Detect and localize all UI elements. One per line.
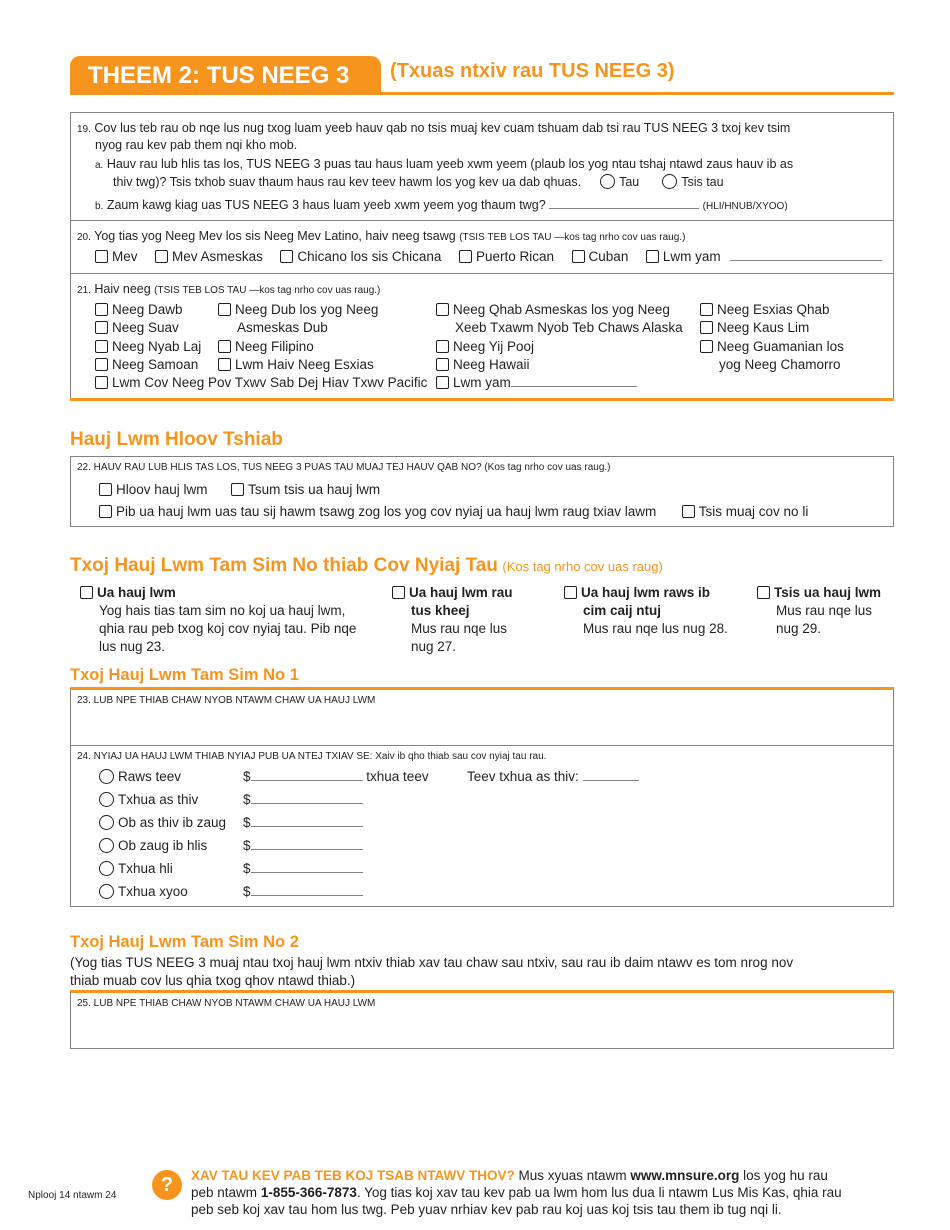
seasonal-checkbox[interactable] (564, 586, 577, 599)
q23-label: 23. LUB NPE THIAB CHAW NYOB NTAWM CHAW UA HAUJ LWM (77, 695, 376, 706)
q19a-no-radio[interactable] (662, 174, 677, 189)
current-jobs-heading: Txoj Hauj Lwm Tam Sim No thiab Cov Nyiaj Tau (70, 555, 498, 576)
freq-radio-hourly[interactable] (99, 769, 114, 784)
section-subtitle: (Txuas ntxiv rau TUS NEEG 3) (390, 60, 675, 82)
job2-heading: Txoj Hauj Lwm Tam Sim No 2 (70, 933, 299, 951)
q21-text: Haiv neeg (94, 282, 151, 296)
q20-checkbox-mev[interactable] (95, 250, 108, 263)
self-employed-checkbox[interactable] (392, 586, 405, 599)
q20-checkbox-other[interactable] (646, 250, 659, 263)
q25-box[interactable] (70, 992, 894, 1049)
job1-heading: Txoj Hauj Lwm Tam Sim No 1 (70, 666, 299, 684)
q20-checkbox-puerto-rican[interactable] (459, 250, 472, 263)
job1-box: 23. LUB NPE THIAB CHAW NYOB NTAWM CHAW UA HAUJ LWM 24. NYIAJ UA HAUJ LWM THIAB NYIAJ PUB UA NTEJ TXIAV SE: Xaiv ib qho thiab sau cov nyiaj tau rau. Raws teev $ txhua teev Teev txhua as thiv: Txhua as thiv $ Ob as thiv ib zaug $ Ob zaug ib hlis $ Txhua hli $ Txhua xyoo $ (70, 689, 894, 907)
freq-radio-monthly[interactable] (99, 861, 114, 876)
freq-radio-semimonthly[interactable] (99, 838, 114, 853)
amount-input-hourly[interactable] (251, 768, 363, 781)
q21-cb-nyab-laj[interactable] (95, 340, 108, 353)
q24-label: 24. NYIAJ UA HAUJ LWM THIAB NYIAJ PUB UA NTEJ TXIAV SE: Xaiv ib qho thiab sau cov nyiaj tau rau. (77, 751, 547, 762)
q22-text: 22. HAUV RAU LUB HLIS TAS LOS, TUS NEEG 3 PUAS TAU MUAJ TEJ HAUV QAB NO? (Kos tag nrho cov uas raug.) (77, 462, 611, 473)
q21-cb-filipino[interactable] (218, 340, 231, 353)
q22-box: 22. HAUV RAU LUB HLIS TAS LOS, TUS NEEG 3 PUAS TAU MUAJ TEJ HAUV QAB NO? (Kos tag nrho cov uas raug.) Hloov hauj lwm Tsum tsis ua hauj lwm Pib ua hauj lwm uas tau sij hawm tsawg zog los yog cov nyiaj ua hauj lwm raug txiav lawm Tsis muaj cov no li (70, 456, 894, 527)
q21-cb-esxias-qhab[interactable] (700, 303, 713, 316)
q21-cb-kaus-lim[interactable] (700, 321, 713, 334)
q25-label: 25. LUB NPE THIAB CHAW NYOB NTAWM CHAW UA HAUJ LWM (77, 998, 376, 1009)
amount-input-weekly[interactable] (251, 791, 363, 804)
current-jobs-hint: (Kos tag nrho cov uas raug) (502, 559, 663, 574)
amount-input-biweekly[interactable] (251, 814, 363, 827)
q23-input[interactable] (71, 709, 893, 745)
q21-cb-guamanian[interactable] (700, 340, 713, 353)
q21-cb-dub[interactable] (218, 303, 231, 316)
section-tab: THEEM 2: TUS NEEG 3 (70, 56, 381, 94)
q20-checkbox-chicano[interactable] (280, 250, 293, 263)
q22-cb-none[interactable] (682, 505, 695, 518)
q19b-text: Zaum kawg kiag uas TUS NEEG 3 haus luam yeeb xwm yeem yog thaum twg? (106, 198, 546, 212)
freq-radio-biweekly[interactable] (99, 815, 114, 830)
q21-cb-samoan[interactable] (95, 358, 108, 371)
employed-checkbox[interactable] (80, 586, 93, 599)
q19-text-cont: nyog rau kev pab them nqi kho mob. (95, 138, 298, 152)
q22-cb-stop-job[interactable] (231, 483, 244, 496)
q21-cb-dawb[interactable] (95, 303, 108, 316)
q19-text: Cov lus teb rau ob nqe lus nug txog luam yeeb hauv qab no tsis muaj kev cuam tshuam dab tsi rau TUS NEEG 3 txoj kev tsim (94, 121, 791, 135)
q21-cb-hawaii[interactable] (436, 358, 449, 371)
amount-input-yearly[interactable] (251, 883, 363, 896)
q22-cb-reduced-hours[interactable] (99, 505, 112, 518)
q19a-text: Hauv rau lub hlis tas los, TUS NEEG 3 puas tau haus luam yeeb xwm yeem (plaub los yog ntau tshaj ntawd zaus hauv ib as (106, 157, 794, 171)
block-rule-1 (70, 398, 894, 401)
q20-checkbox-cuban[interactable] (572, 250, 585, 263)
header-rule (70, 92, 894, 95)
q21-cb-yij-pooj[interactable] (436, 340, 449, 353)
help-text: XAV TAU KEV PAB TEB KOJ TSAB NTAWV THOV? Mus xyuas ntawm www.mnsure.org los yog hu rau peb ntawm 1-855-366-7873. Yog tias koj xav tau kev pab ua lwm hom lus dua li ntawm Lus Mis Kas, qhia rau peb seb koj xav tau hom lus twg. Peb yuav nrhiav kev pab rau koj uas koj tsis tau them ib tug nqi li. (191, 1168, 842, 1217)
q19a-yes-radio[interactable] (600, 174, 615, 189)
phone-link[interactable]: 1-855-366-7873 (260, 1185, 357, 1200)
q19a-text-cont: thiv twg)? Tsis txhob suav thaum haus rau kev teev hawm los yog kev ua dab qhuas. (113, 175, 582, 189)
q21-cb-esxias[interactable] (218, 358, 231, 371)
q20-text: Yog tias yog Neeg Mev los sis Neeg Mev Latino, haiv neeg tsawg (94, 229, 456, 243)
job2-note: (Yog tias TUS NEEG 3 muaj ntau txoj hauj lwm ntxiv thiab xav tau chaw sau ntxiv, sau rau ib daim ntawv es tom nrog nov thiab muab cov lus qhia txog qhov ntawd thiab.) (70, 955, 794, 988)
q21-cb-pacific[interactable] (95, 376, 108, 389)
amount-input-monthly[interactable] (251, 860, 363, 873)
q21-cb-other[interactable] (436, 376, 449, 389)
website-link[interactable]: www.mnsure.org (630, 1168, 740, 1183)
page-number: Nplooj 14 ntawm 24 (28, 1190, 117, 1201)
q20-checkbox-mev-asmeskas[interactable] (155, 250, 168, 263)
q19b-date-input[interactable] (549, 196, 699, 209)
freq-radio-yearly[interactable] (99, 884, 114, 899)
q21-other-input[interactable] (511, 374, 637, 387)
q22-cb-change-job[interactable] (99, 483, 112, 496)
amount-input-semimonthly[interactable] (251, 837, 363, 850)
hours-per-week-input[interactable] (583, 768, 639, 781)
freq-radio-weekly[interactable] (99, 792, 114, 807)
not-employed-checkbox[interactable] (757, 586, 770, 599)
q21-cb-suav[interactable] (95, 321, 108, 334)
q21-cb-qhab-asmeskas[interactable] (436, 303, 449, 316)
question-icon: ? (152, 1170, 182, 1200)
q20-other-input[interactable] (730, 248, 882, 261)
job-change-heading: Hauj Lwm Hloov Tshiab (70, 429, 283, 450)
questions-19-21-box: 19. Cov lus teb rau ob nqe lus nug txog luam yeeb hauv qab no tsis muaj kev cuam tshuam dab tsi rau TUS NEEG 3 txoj kev tsim nyog rau kev pab them nqi kho mob. a. Hauv rau lub hlis tas los, TUS NEEG 3 puas tau haus luam yeeb xwm yeem (plaub los yog ntau tshaj ntawd zaus hauv ib as thiv twg)? Tsis txhob suav thaum haus rau kev teev hawm los yog kev ua dab qhuas. Tau Tsis tau b. Zaum kawg kiag uas TUS NEEG 3 haus luam yeeb xwm yeem yog thaum twg? (HLI/HNUB/XYOO) 20. Yog tias yog Neeg Mev los sis Neeg Mev Latino, haiv neeg tsawg (TSIS TEB LOS TAU —kos tag nrho cov uas raug.) Mev Mev Asmeskas Chicano los sis Chicana Puerto Rican Cuban Lwm yam 21. Haiv neeg (TSIS TEB LOS TAU —kos tag nrho cov uas raug.) Neeg Dawb Neeg Suav Neeg Nyab Laj Neeg Samoan Lwm Cov Neeg Pov Txwv Sab Dej Hiav Txwv Pacific Neeg Dub los yog Neeg Asmeskas Dub Neeg Filipino Lwm Haiv Neeg Esxias Neeg Qhab Asmeskas los yog Neeg Xeeb Txawm Nyob Teb Chaws Alaska Neeg Yij Pooj Neeg Hawaii Lwm yam Neeg Esxias Qhab Neeg Kaus Lim Neeg Guamanian los yog Neeg Chamorro (70, 112, 894, 400)
